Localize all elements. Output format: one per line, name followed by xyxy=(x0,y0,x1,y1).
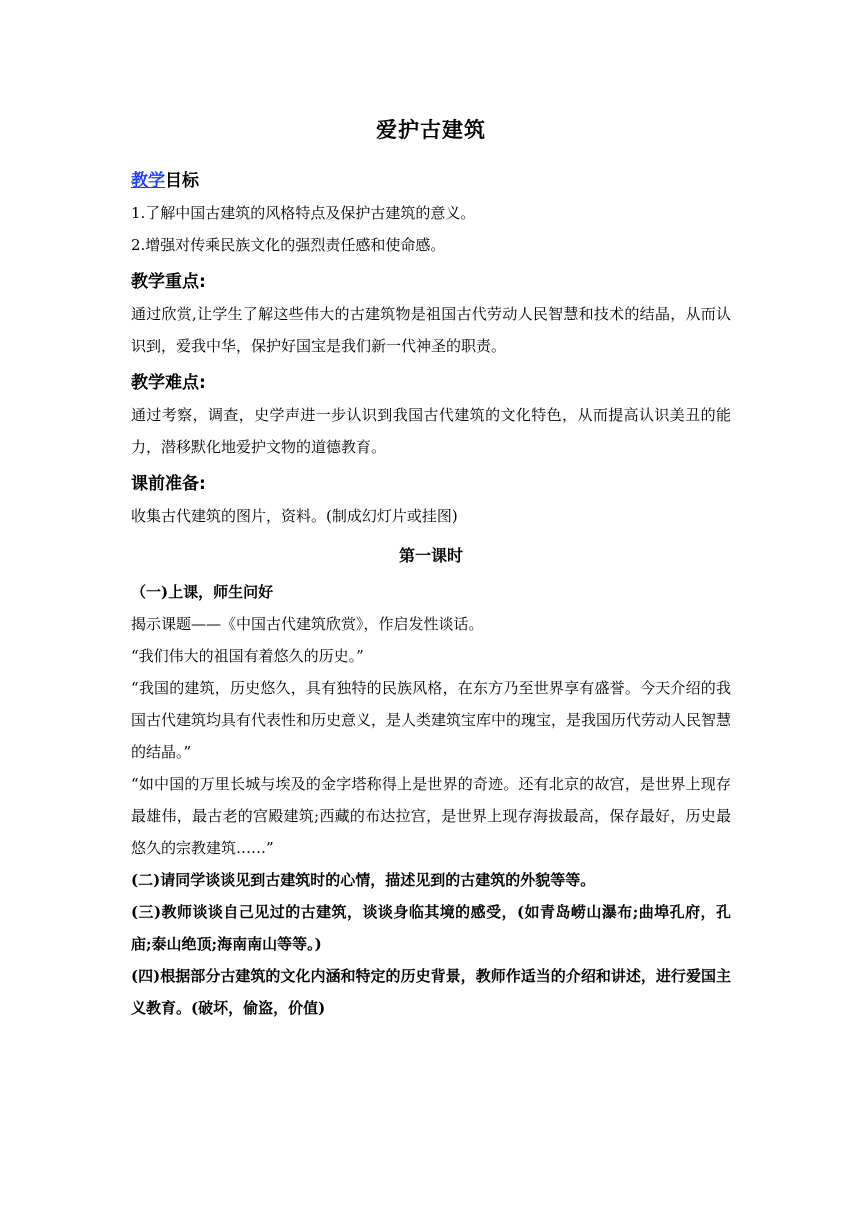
lesson-quote-1: “我们伟大的祖国有着悠久的历史。” xyxy=(131,647,364,665)
lesson-quote-2: “我国的建筑，历史悠久，具有独特的民族风格，在东方乃至世界享有盛誉。今天介绍的我国古代建筑均具有代表性和历史意义，是人类建筑宝库中的瑰宝，是我国历代劳动人民智慧的结晶。” xyxy=(131,679,732,761)
key-points-heading: 教学重点: xyxy=(131,272,206,292)
goal-item-1: 1.了解中国古建筑的风格特点及保护古建筑的意义。 xyxy=(131,204,476,222)
lesson-step-2: (二)请同学谈谈见到古建筑时的心情，描述见到的古建筑的外貌等等。 xyxy=(131,871,596,889)
lesson-intro: 揭示课题——《中国古代建筑欣赏》，作启发性谈话。 xyxy=(131,615,484,633)
lesson-heading: 第一课时 xyxy=(398,546,463,565)
lesson-step-1: （一)上课，师生问好 xyxy=(131,583,274,601)
lesson-step-3: (三)教师谈谈自己见过的古建筑，谈谈身临其境的感受，(如青岛崂山瀑布;曲埠孔府，孔庙;泰山绝顶;海南南山等等。) xyxy=(131,903,731,953)
preparation-text: 收集古代建筑的图片，资料。(制成幻灯片或挂图) xyxy=(131,507,458,525)
goals-heading-link[interactable]: 教学 xyxy=(131,171,165,191)
goal-item-2: 2.增强对传乘民族文化的强烈责任感和使命感。 xyxy=(131,236,446,254)
document-page xyxy=(131,114,731,1024)
difficulties-heading: 教学难点: xyxy=(131,373,206,393)
difficulties-text: 通过考察，调查，史学声进一步认识到我国古代建筑的文化特色，从而提高认识美丑的能力，潜移默化地爱护文物的道德教育。 xyxy=(131,406,731,456)
lesson-quote-3: “如中国的万里长城与埃及的金字塔称得上是世界的奇迹。还有北京的故宫，是世界上现存最雄伟，最古老的宫殿建筑;西藏的布达拉宫，是世界上现存海拔最高，保存最好，历史最悠久的宗教建筑……” xyxy=(131,775,731,857)
key-points-text: 通过欣赏,让学生了解这些伟大的古建筑物是祖国古代劳动人民智慧和技术的结晶，从而认识到，爱我中华，保护好国宝是我们新一代神圣的职责。 xyxy=(131,305,731,355)
lesson-step-4: (四)根据部分古建筑的文化内涵和特定的历史背景，教师作适当的介绍和讲述，进行爱国主义教育。(破坏，偷盗，价值) xyxy=(131,967,731,1017)
goals-heading-text: 目标 xyxy=(165,171,199,191)
document-title: 爱护古建筑 xyxy=(376,117,486,142)
goals-heading xyxy=(131,166,731,191)
preparation-heading: 课前准备: xyxy=(131,474,206,494)
